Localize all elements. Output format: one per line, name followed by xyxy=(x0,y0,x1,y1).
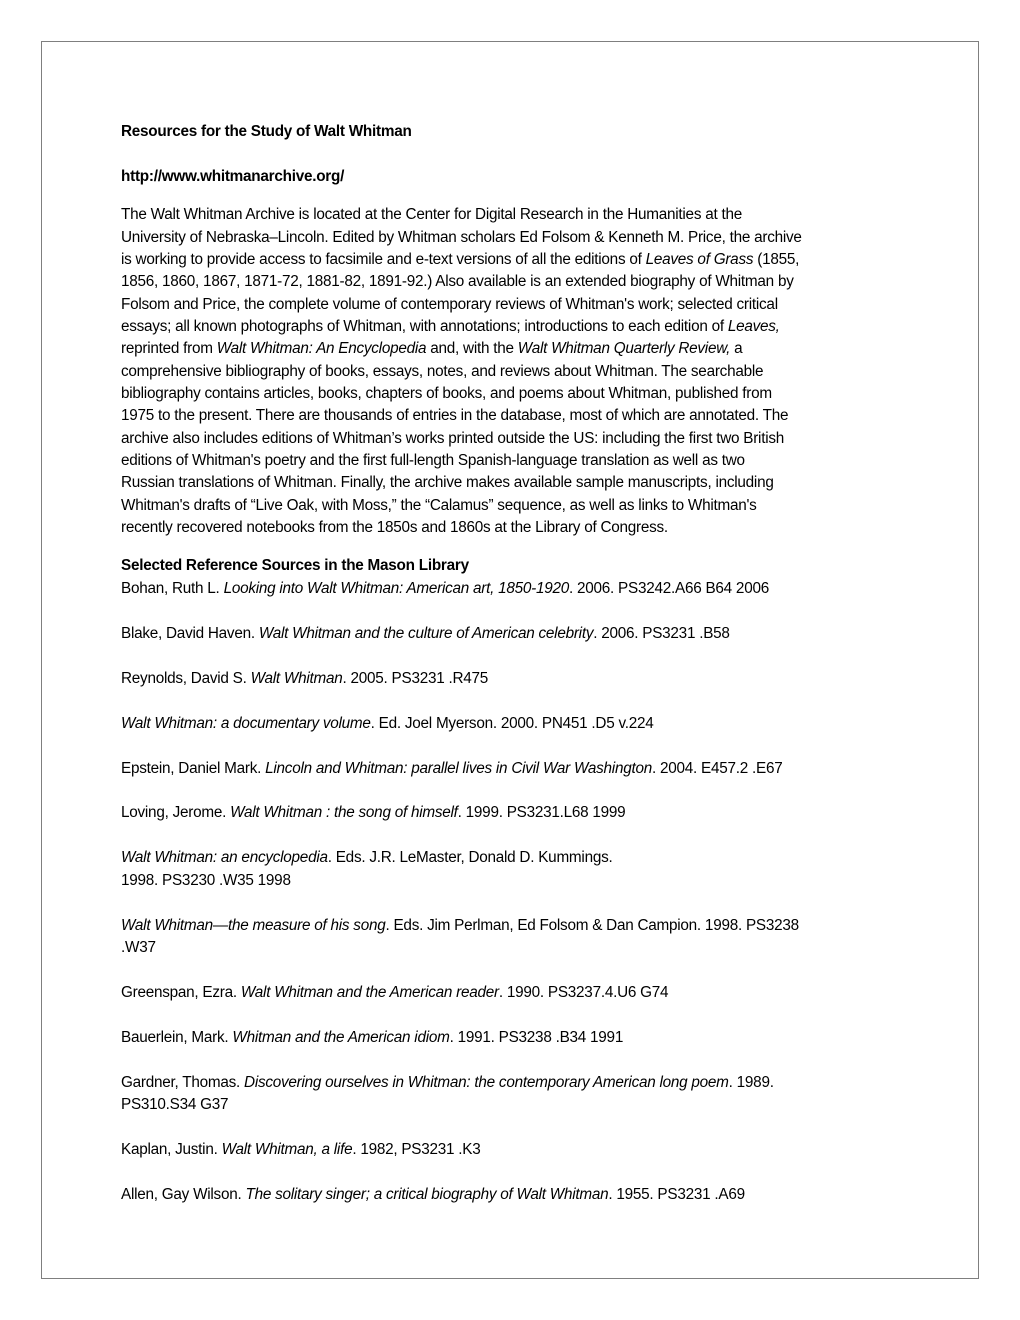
reference-line xyxy=(121,802,921,824)
italic-title-text: Walt Whitman: An Encyclopedia xyxy=(216,340,427,358)
reference-line xyxy=(121,1094,921,1116)
italic-title-text: Walt Whitman Quarterly Review, xyxy=(517,340,731,358)
paragraph-line xyxy=(121,405,921,427)
text-segment: . 1955. PS3231 .A69 xyxy=(608,1186,745,1204)
text-segment: comprehensive bibliography of books, essays, notes, and reviews about Whitman. The searchable xyxy=(121,362,764,380)
text-segment: Whitman's drafts of “Live Oak, with Moss,” the “Calamus” sequence, as well as links to Whitman's xyxy=(121,496,757,514)
text-segment: . 1982, PS3231 .K3 xyxy=(352,1141,481,1159)
text-segment: Bohan, Ruth L. xyxy=(121,579,224,597)
text-segment: Greenspan, Ezra. xyxy=(121,983,241,1001)
text-segment: . 2006. PS3231 .B58 xyxy=(593,624,730,642)
text-segment: is working to provide access to facsimile and e-text versions of all the editions of xyxy=(121,250,646,268)
text-segment: Russian translations of Whitman. Finally, the archive makes available sample manuscripts, including xyxy=(121,474,774,492)
reference-line xyxy=(121,623,921,645)
reference-entry xyxy=(121,758,921,780)
reference-entry xyxy=(121,1139,921,1161)
paragraph-line xyxy=(121,361,921,383)
text-segment: . 1999. PS3231.L68 1999 xyxy=(457,804,626,822)
italic-title-text: Discovering ourselves in Whitman: the contemporary American long poem xyxy=(244,1073,729,1091)
text-segment: . 2004. E457.2 .E67 xyxy=(651,759,783,777)
text-segment: essays; all known photographs of Whitman, with annotations; introductions to each edition of xyxy=(121,318,728,335)
reference-line xyxy=(121,713,921,735)
reference-entry xyxy=(121,1184,921,1206)
text-segment: PS310.S34 G37 xyxy=(121,1096,229,1114)
document-title: Resources for the Study of Walt Whitman xyxy=(121,123,412,140)
reference-line xyxy=(121,758,921,780)
italic-title-text: Walt Whitman: an encyclopedia xyxy=(121,849,328,867)
reference-line xyxy=(121,937,921,959)
text-segment: a xyxy=(730,340,743,358)
italic-title-text: Whitman and the American idiom xyxy=(232,1028,450,1046)
italic-title-text: Lincoln and Whitman: parallel lives in Civil War Washington xyxy=(265,759,652,777)
paragraph-line xyxy=(121,428,921,450)
reference-entry xyxy=(121,1072,921,1117)
paragraph-line xyxy=(121,227,921,249)
reference-entry xyxy=(121,578,921,600)
paragraph-line xyxy=(121,204,921,226)
text-segment: Loving, Jerome. xyxy=(121,804,231,822)
paragraph-line xyxy=(121,472,921,494)
reference-entry xyxy=(121,668,921,690)
reference-line xyxy=(121,578,921,600)
italic-title-text: The solitary singer; a critical biography of Walt Whitman xyxy=(245,1186,609,1204)
reference-line xyxy=(121,870,921,892)
text-segment: . 1990. PS3237.4.U6 G74 xyxy=(498,983,669,1001)
reference-line xyxy=(121,982,921,1004)
italic-title-text: Walt Whitman, a life xyxy=(221,1141,353,1159)
reference-line xyxy=(121,915,921,937)
text-segment: The Walt Whitman Archive is located at the Center for Digital Research in the Humanities at the xyxy=(121,206,742,224)
text-segment: archive also includes editions of Whitman’s works printed outside the US: including the first two British xyxy=(121,429,784,447)
text-segment: recently recovered notebooks from the 1850s and 1860s at the Library of Congress. xyxy=(121,519,668,537)
reference-entry xyxy=(121,915,921,960)
paragraph-line xyxy=(121,450,921,472)
paragraph-line xyxy=(121,294,921,316)
text-segment: 1975 to the present. There are thousands of entries in the database, most of which are annotated. The xyxy=(121,407,789,425)
reference-entry xyxy=(121,982,921,1004)
text-segment: . Eds. Jim Perlman, Ed Folsom & Dan Campion. 1998. PS3238 xyxy=(385,916,799,934)
italic-title-text: Leaves of Grass xyxy=(645,250,754,268)
text-segment: 1998. PS3230 .W35 1998 xyxy=(121,871,291,889)
paragraph-line xyxy=(121,495,921,517)
italic-title-text: Walt Whitman and the American reader xyxy=(240,983,499,1001)
reference-list xyxy=(121,578,921,1207)
text-segment: Blake, David Haven. xyxy=(121,624,259,642)
reference-line xyxy=(121,1027,921,1049)
reference-line xyxy=(121,1139,921,1161)
archive-description xyxy=(121,204,921,539)
text-segment: (1855, xyxy=(753,250,800,268)
text-segment: reprinted from xyxy=(121,340,217,358)
text-segment: Gardner, Thomas. xyxy=(121,1073,245,1091)
text-segment: .W37 xyxy=(121,939,156,957)
text-segment: editions of Whitman's poetry and the first full-length Spanish-language translation as well as two xyxy=(121,452,745,470)
text-segment: Epstein, Daniel Mark. xyxy=(121,759,266,777)
text-segment: Bauerlein, Mark. xyxy=(121,1028,233,1046)
text-segment: Kaplan, Justin. xyxy=(121,1141,222,1159)
italic-title-text: Walt Whitman: a documentary volume xyxy=(121,714,371,732)
document-body xyxy=(121,121,921,1229)
text-segment: Reynolds, David S. xyxy=(121,669,251,687)
reference-entry xyxy=(121,623,921,645)
reference-line xyxy=(121,847,921,869)
reference-line xyxy=(121,1184,921,1206)
reference-line xyxy=(121,668,921,690)
paragraph-line xyxy=(121,383,921,405)
paragraph-line xyxy=(121,338,921,360)
italic-title-text: Looking into Walt Whitman: American art, 1850-1920 xyxy=(223,579,570,597)
text-segment: Folsom and Price, the complete volume of contemporary reviews of Whitman's work; selected critical xyxy=(121,295,778,313)
text-segment: 1856, 1860, 1867, 1871-72, 1881-82, 1891-92.) Also available is an extended biography of Whitman by xyxy=(121,273,794,291)
text-segment: . 1991. PS3238 .B34 1991 xyxy=(449,1028,624,1046)
archive-link[interactable]: http://www.whitmanarchive.org/ xyxy=(121,167,345,185)
text-segment: University of Nebraska–Lincoln. Edited by Whitman scholars Ed Folsom & Kenneth M. Price, the archive xyxy=(121,228,802,246)
italic-title-text: Walt Whitman—the measure of his song xyxy=(121,916,386,934)
paragraph-line xyxy=(121,249,921,271)
paragraph-line xyxy=(121,271,921,293)
italic-title-text: Walt Whitman : the song of himself xyxy=(230,804,458,822)
text-segment: and, with the xyxy=(426,340,518,358)
italic-title-text: Walt Whitman and the culture of American celebrity xyxy=(258,624,594,642)
text-segment: bibliography contains articles, books, chapters of books, and poems about Whitman, published from xyxy=(121,385,772,403)
paragraph-line xyxy=(121,517,921,539)
reference-line xyxy=(121,1072,921,1094)
text-segment: . 2005. PS3231 .R475 xyxy=(342,669,489,687)
references-heading: Selected Reference Sources in the Mason Library xyxy=(121,557,469,575)
text-segment: . Ed. Joel Myerson. 2000. PN451 .D5 v.224 xyxy=(370,714,654,732)
text-segment: Allen, Gay Wilson. xyxy=(121,1186,246,1204)
text-segment: . Eds. J.R. LeMaster, Donald D. Kummings. xyxy=(327,849,613,867)
text-segment: . 2006. PS3242.A66 B64 2006 xyxy=(569,579,769,597)
reference-entry xyxy=(121,847,921,892)
italic-title-text: Walt Whitman xyxy=(250,669,343,687)
text-segment: . 1989. xyxy=(728,1073,774,1091)
italic-title-text: Leaves, xyxy=(727,318,780,335)
reference-entry xyxy=(121,802,921,824)
paragraph-line xyxy=(121,316,921,338)
reference-entry xyxy=(121,1027,921,1049)
reference-entry xyxy=(121,713,921,735)
